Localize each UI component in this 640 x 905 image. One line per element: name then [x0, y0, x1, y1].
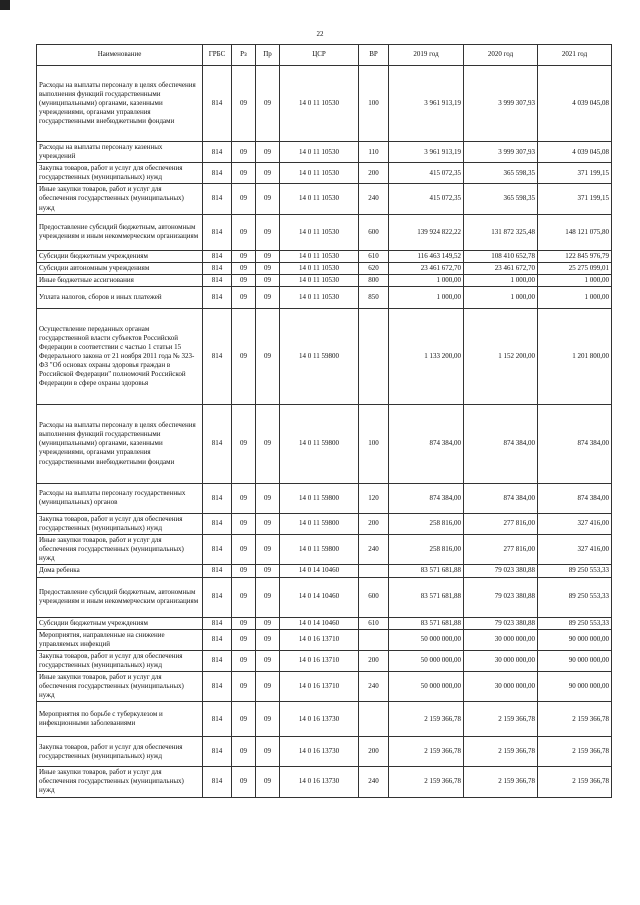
table-row — [37, 214, 612, 250]
cell-vr: 200 — [359, 650, 389, 671]
cell-2021: 2 159 366,78 — [538, 737, 612, 767]
cell-rz: 09 — [232, 535, 256, 565]
cell-grbs: 814 — [203, 737, 232, 767]
cell-name: Субсидии бюджетным учреждениям — [37, 250, 203, 262]
cell-name: Предоставление субсидий бюджетным, автономным учреждениям и иным некоммерческим организациям — [37, 214, 203, 250]
table-row — [37, 184, 612, 214]
header-name: Наименование — [37, 45, 203, 66]
cell-2020: 365 598,35 — [464, 163, 538, 184]
cell-rz: 09 — [232, 577, 256, 617]
cell-csr: 14 0 14 10460 — [280, 577, 359, 617]
cell-2020: 2 159 366,78 — [464, 702, 538, 737]
cell-vr: 240 — [359, 767, 389, 797]
cell-2019: 415 072,35 — [389, 163, 464, 184]
cell-name: Осуществление переданных органам государственной власти субъектов Российской Федерации в соответствии с частью 1 статьи 15 Федерального закона от 21 ноября 2011 года № 323-ФЗ "Об основах охраны здоровья граждан в Российской Федерации" полномочий Российской Федерации в сфере охраны здоровья — [37, 308, 203, 404]
cell-2020: 874 384,00 — [464, 483, 538, 513]
cell-csr: 14 0 11 10530 — [280, 286, 359, 308]
cell-grbs: 814 — [203, 577, 232, 617]
cell-rz: 09 — [232, 483, 256, 513]
cell-pr: 09 — [256, 142, 280, 163]
table-header-row — [37, 45, 612, 66]
cell-rz: 09 — [232, 184, 256, 214]
cell-vr: 600 — [359, 214, 389, 250]
cell-2019: 415 072,35 — [389, 184, 464, 214]
cell-rz: 09 — [232, 404, 256, 483]
table-row — [37, 483, 612, 513]
cell-pr: 09 — [256, 629, 280, 650]
cell-pr: 09 — [256, 767, 280, 797]
table-row — [37, 629, 612, 650]
cell-grbs: 814 — [203, 629, 232, 650]
cell-2020: 874 384,00 — [464, 404, 538, 483]
header-csr: ЦСР — [280, 45, 359, 66]
cell-pr: 09 — [256, 702, 280, 737]
cell-vr: 800 — [359, 274, 389, 286]
cell-csr: 14 0 16 13710 — [280, 629, 359, 650]
cell-name: Иные закупки товаров, работ и услуг для обеспечения государственных (муниципальных) нужд — [37, 535, 203, 565]
cell-2019: 258 816,00 — [389, 513, 464, 534]
cell-2021: 89 250 553,33 — [538, 565, 612, 577]
cell-2021: 1 000,00 — [538, 286, 612, 308]
table-row — [37, 767, 612, 797]
cell-rz: 09 — [232, 513, 256, 534]
cell-pr: 09 — [256, 737, 280, 767]
cell-name: Иные бюджетные ассигнования — [37, 274, 203, 286]
page-corner-mark — [0, 0, 10, 10]
cell-csr: 14 0 11 10530 — [280, 250, 359, 262]
cell-csr: 14 0 16 13730 — [280, 702, 359, 737]
cell-2021: 89 250 553,33 — [538, 577, 612, 617]
cell-rz: 09 — [232, 286, 256, 308]
header-2019: 2019 год — [389, 45, 464, 66]
cell-vr — [359, 629, 389, 650]
cell-csr: 14 0 11 59800 — [280, 483, 359, 513]
cell-vr: 200 — [359, 163, 389, 184]
cell-vr: 200 — [359, 513, 389, 534]
cell-pr: 09 — [256, 66, 280, 142]
cell-name: Иные закупки товаров, работ и услуг для обеспечения государственных (муниципальных) нужд — [37, 767, 203, 797]
cell-csr: 14 0 11 59800 — [280, 404, 359, 483]
cell-csr: 14 0 16 13730 — [280, 737, 359, 767]
table-row — [37, 286, 612, 308]
cell-pr: 09 — [256, 308, 280, 404]
cell-2021: 2 159 366,78 — [538, 702, 612, 737]
cell-csr: 14 0 11 59800 — [280, 535, 359, 565]
cell-2019: 874 384,00 — [389, 404, 464, 483]
cell-vr: 610 — [359, 250, 389, 262]
cell-2019: 2 159 366,78 — [389, 737, 464, 767]
cell-vr: 850 — [359, 286, 389, 308]
cell-vr — [359, 308, 389, 404]
table-row — [37, 650, 612, 671]
cell-rz: 09 — [232, 142, 256, 163]
cell-2019: 23 461 672,70 — [389, 262, 464, 274]
cell-grbs: 814 — [203, 767, 232, 797]
cell-vr: 120 — [359, 483, 389, 513]
table-row — [37, 250, 612, 262]
cell-pr: 09 — [256, 535, 280, 565]
header-rz: Рз — [232, 45, 256, 66]
cell-2019: 1 133 200,00 — [389, 308, 464, 404]
cell-2020: 79 023 380,88 — [464, 577, 538, 617]
cell-csr: 14 0 11 59800 — [280, 513, 359, 534]
cell-2021: 371 199,15 — [538, 163, 612, 184]
cell-name: Мероприятия по борьбе с туберкулезом и инфекционными заболеваниями — [37, 702, 203, 737]
cell-vr: 240 — [359, 184, 389, 214]
cell-2019: 1 000,00 — [389, 286, 464, 308]
table-row — [37, 142, 612, 163]
header-vr: ВР — [359, 45, 389, 66]
cell-grbs: 814 — [203, 274, 232, 286]
cell-csr: 14 0 11 10530 — [280, 262, 359, 274]
cell-rz: 09 — [232, 214, 256, 250]
cell-2019: 50 000 000,00 — [389, 671, 464, 701]
cell-2019: 1 000,00 — [389, 274, 464, 286]
cell-rz: 09 — [232, 650, 256, 671]
cell-2020: 30 000 000,00 — [464, 650, 538, 671]
cell-pr: 09 — [256, 286, 280, 308]
cell-csr: 14 0 11 10530 — [280, 142, 359, 163]
cell-pr: 09 — [256, 163, 280, 184]
cell-rz: 09 — [232, 617, 256, 629]
cell-rz: 09 — [232, 737, 256, 767]
cell-2021: 2 159 366,78 — [538, 767, 612, 797]
cell-name: Субсидии бюджетным учреждениям — [37, 617, 203, 629]
table-row — [37, 262, 612, 274]
cell-csr: 14 0 11 10530 — [280, 66, 359, 142]
cell-2020: 79 023 380,88 — [464, 617, 538, 629]
cell-pr: 09 — [256, 404, 280, 483]
cell-pr: 09 — [256, 214, 280, 250]
cell-2021: 327 416,00 — [538, 513, 612, 534]
cell-csr: 14 0 11 10530 — [280, 163, 359, 184]
cell-2021: 1 000,00 — [538, 274, 612, 286]
cell-2021: 148 121 075,80 — [538, 214, 612, 250]
cell-2021: 25 275 099,01 — [538, 262, 612, 274]
cell-rz: 09 — [232, 163, 256, 184]
cell-2020: 2 159 366,78 — [464, 767, 538, 797]
cell-grbs: 814 — [203, 483, 232, 513]
cell-2021: 90 000 000,00 — [538, 629, 612, 650]
cell-name: Закупка товаров, работ и услуг для обеспечения государственных (муниципальных) нужд — [37, 163, 203, 184]
cell-2019: 258 816,00 — [389, 535, 464, 565]
cell-vr: 200 — [359, 737, 389, 767]
cell-vr: 610 — [359, 617, 389, 629]
cell-2019: 2 159 366,78 — [389, 702, 464, 737]
cell-2020: 3 999 307,93 — [464, 66, 538, 142]
cell-pr: 09 — [256, 184, 280, 214]
cell-2021: 90 000 000,00 — [538, 671, 612, 701]
cell-csr: 14 0 16 13730 — [280, 767, 359, 797]
table-row — [37, 163, 612, 184]
table-row — [37, 66, 612, 142]
cell-grbs: 814 — [203, 702, 232, 737]
cell-csr: 14 0 14 10460 — [280, 565, 359, 577]
cell-name: Предоставление субсидий бюджетным, автономным учреждениям и иным некоммерческим организациям — [37, 577, 203, 617]
cell-pr: 09 — [256, 577, 280, 617]
cell-2019: 83 571 681,88 — [389, 577, 464, 617]
cell-pr: 09 — [256, 483, 280, 513]
cell-name: Дома ребенка — [37, 565, 203, 577]
cell-2020: 108 410 652,78 — [464, 250, 538, 262]
cell-grbs: 814 — [203, 262, 232, 274]
cell-csr: 14 0 14 10460 — [280, 617, 359, 629]
cell-2021: 89 250 553,33 — [538, 617, 612, 629]
table-row — [37, 274, 612, 286]
cell-vr: 100 — [359, 66, 389, 142]
cell-2021: 874 384,00 — [538, 404, 612, 483]
table-row — [37, 513, 612, 534]
cell-csr: 14 0 16 13710 — [280, 671, 359, 701]
cell-vr: 110 — [359, 142, 389, 163]
cell-2020: 1 152 200,00 — [464, 308, 538, 404]
cell-vr: 600 — [359, 577, 389, 617]
cell-2019: 50 000 000,00 — [389, 629, 464, 650]
cell-name: Субсидии автономным учреждениям — [37, 262, 203, 274]
table-row — [37, 565, 612, 577]
cell-grbs: 814 — [203, 163, 232, 184]
cell-rz: 09 — [232, 308, 256, 404]
cell-csr: 14 0 16 13710 — [280, 650, 359, 671]
table-row — [37, 671, 612, 701]
table-row — [37, 535, 612, 565]
cell-pr: 09 — [256, 650, 280, 671]
cell-rz: 09 — [232, 250, 256, 262]
cell-2020: 131 872 325,48 — [464, 214, 538, 250]
cell-pr: 09 — [256, 617, 280, 629]
table-body — [37, 66, 612, 798]
cell-2021: 122 845 976,79 — [538, 250, 612, 262]
cell-2020: 277 816,00 — [464, 535, 538, 565]
cell-rz: 09 — [232, 565, 256, 577]
cell-grbs: 814 — [203, 286, 232, 308]
header-2021: 2021 год — [538, 45, 612, 66]
cell-2020: 1 000,00 — [464, 274, 538, 286]
cell-vr: 100 — [359, 404, 389, 483]
cell-name: Закупка товаров, работ и услуг для обеспечения государственных (муниципальных) нужд — [37, 513, 203, 534]
cell-2020: 30 000 000,00 — [464, 629, 538, 650]
cell-2021: 4 039 045,08 — [538, 66, 612, 142]
cell-2020: 30 000 000,00 — [464, 671, 538, 701]
cell-pr: 09 — [256, 671, 280, 701]
cell-2021: 4 039 045,08 — [538, 142, 612, 163]
cell-2021: 371 199,15 — [538, 184, 612, 214]
table-row — [37, 404, 612, 483]
cell-2019: 83 571 681,88 — [389, 565, 464, 577]
cell-grbs: 814 — [203, 617, 232, 629]
cell-2021: 1 201 800,00 — [538, 308, 612, 404]
cell-rz: 09 — [232, 767, 256, 797]
cell-vr: 240 — [359, 535, 389, 565]
cell-pr: 09 — [256, 513, 280, 534]
cell-vr: 240 — [359, 671, 389, 701]
cell-2019: 3 961 913,19 — [389, 142, 464, 163]
cell-name: Расходы на выплаты персоналу государственных (муниципальных) органов — [37, 483, 203, 513]
cell-name: Иные закупки товаров, работ и услуг для обеспечения государственных (муниципальных) нужд — [37, 671, 203, 701]
table-row — [37, 617, 612, 629]
cell-grbs: 814 — [203, 535, 232, 565]
cell-2019: 116 463 149,52 — [389, 250, 464, 262]
cell-2020: 365 598,35 — [464, 184, 538, 214]
cell-vr: 620 — [359, 262, 389, 274]
cell-rz: 09 — [232, 671, 256, 701]
cell-grbs: 814 — [203, 214, 232, 250]
cell-grbs: 814 — [203, 404, 232, 483]
cell-csr: 14 0 11 10530 — [280, 214, 359, 250]
cell-2019: 139 924 822,22 — [389, 214, 464, 250]
cell-2020: 277 816,00 — [464, 513, 538, 534]
budget-table — [36, 44, 612, 798]
cell-grbs: 814 — [203, 308, 232, 404]
cell-2020: 23 461 672,70 — [464, 262, 538, 274]
cell-csr: 14 0 11 10530 — [280, 184, 359, 214]
cell-name: Иные закупки товаров, работ и услуг для обеспечения государственных (муниципальных) нужд — [37, 184, 203, 214]
cell-rz: 09 — [232, 629, 256, 650]
table-row — [37, 308, 612, 404]
table-row — [37, 702, 612, 737]
header-pr: Пр — [256, 45, 280, 66]
cell-name: Закупка товаров, работ и услуг для обеспечения государственных (муниципальных) нужд — [37, 650, 203, 671]
cell-grbs: 814 — [203, 565, 232, 577]
cell-rz: 09 — [232, 66, 256, 142]
cell-name: Закупка товаров, работ и услуг для обеспечения государственных (муниципальных) нужд — [37, 737, 203, 767]
table-row — [37, 577, 612, 617]
cell-csr: 14 0 11 59800 — [280, 308, 359, 404]
cell-rz: 09 — [232, 262, 256, 274]
cell-name: Мероприятия, направленные на снижение управляемых инфекций — [37, 629, 203, 650]
cell-grbs: 814 — [203, 671, 232, 701]
cell-grbs: 814 — [203, 250, 232, 262]
cell-vr — [359, 565, 389, 577]
cell-2020: 79 023 380,88 — [464, 565, 538, 577]
cell-rz: 09 — [232, 702, 256, 737]
cell-name: Расходы на выплаты персоналу казенных учреждений — [37, 142, 203, 163]
cell-csr: 14 0 11 10530 — [280, 274, 359, 286]
table-row — [37, 737, 612, 767]
cell-2021: 90 000 000,00 — [538, 650, 612, 671]
cell-2021: 874 384,00 — [538, 483, 612, 513]
cell-grbs: 814 — [203, 142, 232, 163]
cell-2020: 2 159 366,78 — [464, 737, 538, 767]
cell-2019: 83 571 681,88 — [389, 617, 464, 629]
cell-2019: 2 159 366,78 — [389, 767, 464, 797]
cell-grbs: 814 — [203, 513, 232, 534]
cell-name: Расходы на выплаты персоналу в целях обеспечения выполнения функций государственными (муниципальными) органами, казенными учреждениями, органами управления государственными внебюджетными фондами — [37, 404, 203, 483]
cell-2019: 50 000 000,00 — [389, 650, 464, 671]
cell-grbs: 814 — [203, 650, 232, 671]
header-2020: 2020 год — [464, 45, 538, 66]
cell-2019: 874 384,00 — [389, 483, 464, 513]
cell-rz: 09 — [232, 274, 256, 286]
cell-pr: 09 — [256, 250, 280, 262]
cell-name: Уплата налогов, сборов и иных платежей — [37, 286, 203, 308]
page-number: 22 — [316, 30, 324, 38]
cell-pr: 09 — [256, 274, 280, 286]
cell-2020: 1 000,00 — [464, 286, 538, 308]
cell-pr: 09 — [256, 262, 280, 274]
cell-vr — [359, 702, 389, 737]
cell-2019: 3 961 913,19 — [389, 66, 464, 142]
cell-grbs: 814 — [203, 66, 232, 142]
cell-2020: 3 999 307,93 — [464, 142, 538, 163]
cell-grbs: 814 — [203, 184, 232, 214]
cell-2021: 327 416,00 — [538, 535, 612, 565]
cell-name: Расходы на выплаты персоналу в целях обеспечения выполнения функций государственными (муниципальными) органами, казенными учреждениями, органами управления государственными внебюджетными фондами — [37, 66, 203, 142]
cell-pr: 09 — [256, 565, 280, 577]
header-grbs: ГРБС — [203, 45, 232, 66]
